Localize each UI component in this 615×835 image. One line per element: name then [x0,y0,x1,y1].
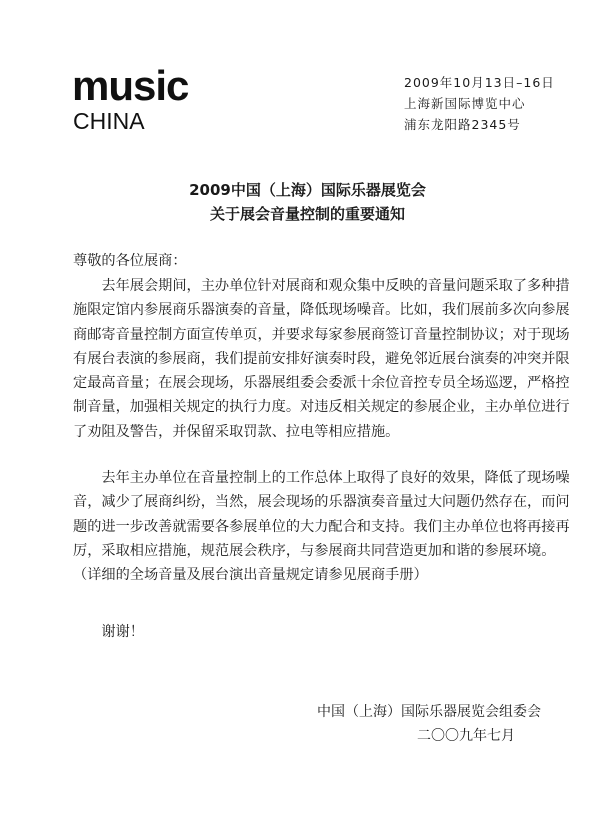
event-address: 浦东龙阳路2345号 [404,117,521,132]
signature-org: 中国（上海）国际乐器展览会组委会 [317,704,541,720]
document-title [0,178,615,226]
text-line: 施限定馆内参展商乐器演奏的音量，降低现场噪音。比如，我们展前多次向参展 [73,302,570,319]
paragraph-2 [73,466,570,587]
text-line: 去年主办单位在音量控制上的工作总体上取得了良好的效果，降低了现场噪 [73,470,570,486]
salutation: 尊敬的各位展商： [73,253,187,269]
text-line: 厉，采取相应措施，规范展会秩序，与参展商共同营造更加和谐的参展环境。 [73,542,556,559]
text-line: 有展台表演的参展商，我们提前安排好演奏时段，避免邻近展台演奏的冲突并限 [73,350,570,367]
title-line-2: 关于展会音量控制的重要通知 [209,205,405,223]
text-line: 定最高音量；在展会现场，乐器展组委会委派十余位音控专员全场巡逻，严格控 [73,375,570,392]
text-line: 制音量，加强相关规定的执行力度。对违反相关规定的参展企业，主办单位进行 [73,399,570,416]
logo-music: music [72,62,189,109]
thanks: 谢谢！ [73,624,144,640]
text-line: 题的进一步改善就需要各参展单位的大力配合和支持。我们主办单位也将再接再 [73,518,570,535]
text-line: 商邮寄音量控制方面宣传单页，并要求每家参展商签订音量控制协议；对于现场 [73,326,570,343]
event-dates: 2009年10月13日–16日 [404,75,555,90]
text-line: 去年展会期间，主办单位针对展商和观众集中反映的音量问题采取了多种措 [73,278,570,294]
event-venue: 上海新国际博览中心 [404,96,526,111]
logo-china: CHINA [73,108,145,134]
signature [317,700,541,748]
signature-date: 二〇〇九年七月 [417,728,515,744]
text-line: 音，减少了展商纠纷，当然，展会现场的乐器演奏音量过大问题仍然存在，而问 [73,494,570,511]
text-line: （详细的全场音量及展台演出音量规定请参见展商手册） [73,567,428,584]
title-line-1: 2009中国（上海）国际乐器展览会 [189,181,426,199]
paragraph-1 [73,274,570,444]
text-line: 了劝阻及警告，并保留采取罚款、拉电等相应措施。 [73,423,400,440]
event-info [404,72,555,135]
